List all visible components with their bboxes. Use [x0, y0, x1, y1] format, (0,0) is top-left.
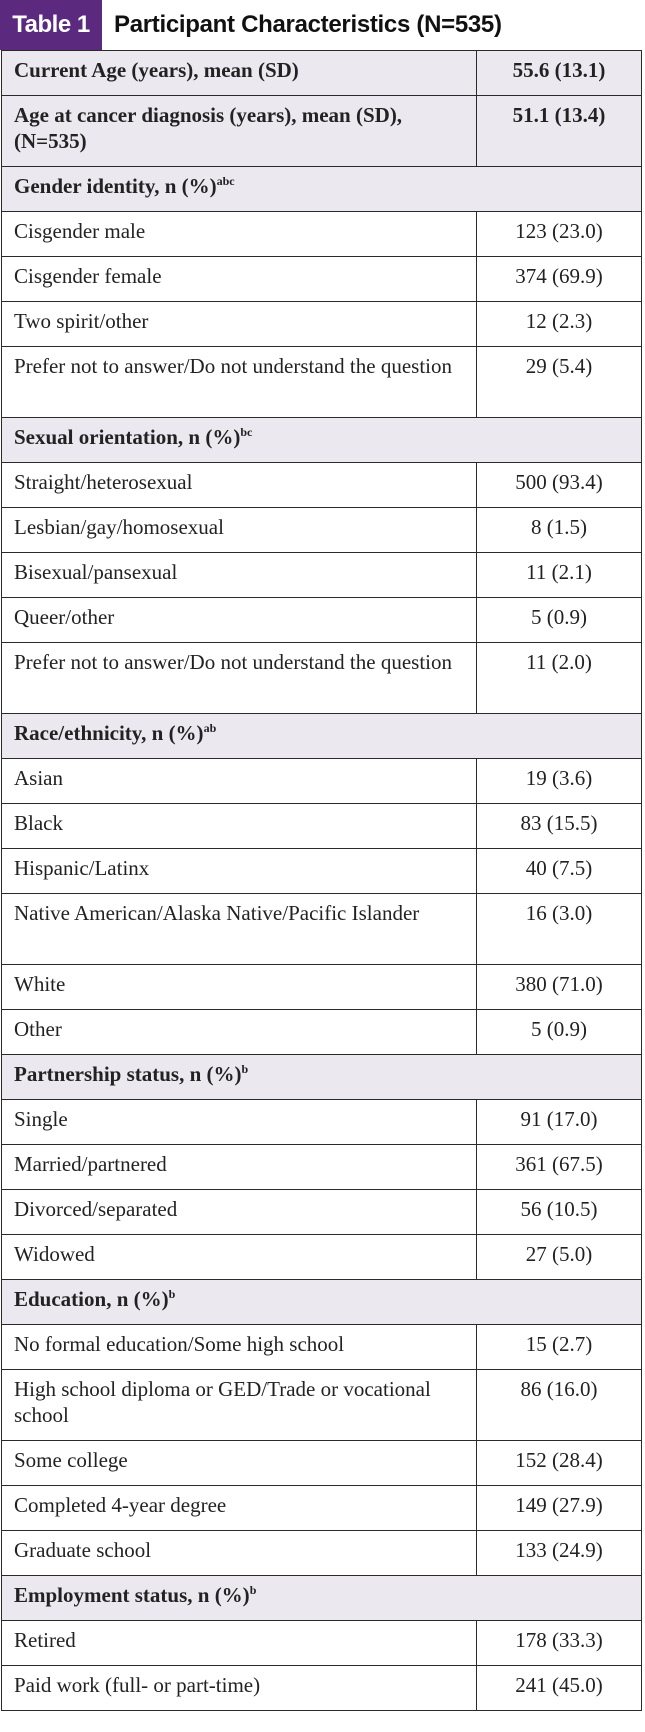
- value-cell: 55.6 (13.1): [477, 51, 642, 96]
- section-header-cell: [2, 1280, 642, 1325]
- row-label: Bisexual/pansexual: [14, 560, 178, 584]
- label-cell: [2, 643, 477, 714]
- row-label: Queer/other: [14, 605, 115, 629]
- table-row: [2, 1100, 642, 1145]
- row-label: Some college: [14, 1448, 128, 1472]
- section-header-cell: [2, 167, 642, 212]
- row-label: Other: [14, 1017, 62, 1041]
- label-cell: [2, 849, 477, 894]
- table-row: [2, 302, 642, 347]
- row-label: Native American/Alaska Native/Pacific Islander: [14, 901, 420, 925]
- value-cell: 500 (93.4): [477, 463, 642, 508]
- table-row: [2, 759, 642, 804]
- table-row: [2, 1441, 642, 1486]
- value-cell: 51.1 (13.4): [477, 96, 642, 167]
- table-title-bar: [0, 0, 640, 50]
- section-header-row: [2, 1280, 642, 1325]
- table-row: [2, 1666, 642, 1711]
- label-cell: [2, 804, 477, 849]
- label-cell: [2, 1666, 477, 1711]
- row-label: Asian: [14, 766, 63, 790]
- row-label: Current Age (years), mean (SD): [14, 58, 299, 82]
- footnote-marker: b: [168, 1287, 176, 1301]
- label-cell: [2, 894, 477, 965]
- section-label: Partnership status, n (%): [14, 1062, 242, 1086]
- table-row: [2, 643, 642, 714]
- table-row: [2, 1145, 642, 1190]
- row-label: Cisgender female: [14, 264, 162, 288]
- section-header-cell: [2, 714, 642, 759]
- table-number-label: Table 1: [0, 0, 102, 50]
- value-cell: 123 (23.0): [477, 212, 642, 257]
- table-row: [2, 1010, 642, 1055]
- label-cell: [2, 302, 477, 347]
- value-cell: 11 (2.0): [477, 643, 642, 714]
- table-row: [2, 1370, 642, 1441]
- table-row: [2, 598, 642, 643]
- value-cell: 361 (67.5): [477, 1145, 642, 1190]
- table-row: [2, 1190, 642, 1235]
- row-label: No formal education/Some high school: [14, 1332, 345, 1356]
- value-cell: 149 (27.9): [477, 1486, 642, 1531]
- table-row: [2, 1235, 642, 1280]
- section-label: Education, n (%): [14, 1287, 169, 1311]
- value-cell: 12 (2.3): [477, 302, 642, 347]
- table-row: [2, 894, 642, 965]
- table-row: [2, 463, 642, 508]
- value-cell: 11 (2.1): [477, 553, 642, 598]
- row-label: Completed 4-year degree: [14, 1493, 227, 1517]
- label-cell: [2, 463, 477, 508]
- section-header-row: [2, 167, 642, 212]
- section-label: Employment status, n (%): [14, 1583, 250, 1607]
- section-header-row: [2, 1576, 642, 1621]
- row-label: Straight/heterosexual: [14, 470, 193, 494]
- row-label: Married/partnered: [14, 1152, 167, 1176]
- value-cell: 380 (71.0): [477, 965, 642, 1010]
- table-row: [2, 1325, 642, 1370]
- value-cell: 241 (45.0): [477, 1666, 642, 1711]
- participant-characteristics-table: [1, 50, 642, 1711]
- value-cell: 5 (0.9): [477, 1010, 642, 1055]
- label-cell: [2, 212, 477, 257]
- label-cell: [2, 257, 477, 302]
- label-cell: [2, 347, 477, 418]
- value-cell: 5 (0.9): [477, 598, 642, 643]
- label-cell: [2, 1441, 477, 1486]
- row-label: Prefer not to answer/Do not understand the question: [14, 650, 452, 674]
- value-cell: 8 (1.5): [477, 508, 642, 553]
- value-cell: 15 (2.7): [477, 1325, 642, 1370]
- label-cell: [2, 1190, 477, 1235]
- label-cell: [2, 1235, 477, 1280]
- label-cell: [2, 1010, 477, 1055]
- row-label: Graduate school: [14, 1538, 152, 1562]
- label-cell: [2, 51, 477, 96]
- label-cell: [2, 759, 477, 804]
- value-cell: 16 (3.0): [477, 894, 642, 965]
- table-row: [2, 849, 642, 894]
- row-label: Widowed: [14, 1242, 95, 1266]
- value-cell: 83 (15.5): [477, 804, 642, 849]
- value-cell: 19 (3.6): [477, 759, 642, 804]
- table-row: [2, 1531, 642, 1576]
- label-cell: [2, 1145, 477, 1190]
- section-header-row: [2, 1055, 642, 1100]
- row-label: Divorced/separated: [14, 1197, 178, 1221]
- section-header-cell: [2, 1576, 642, 1621]
- row-label: Paid work (full- or part-time): [14, 1673, 261, 1697]
- row-label: Single: [14, 1107, 68, 1131]
- label-cell: [2, 1486, 477, 1531]
- table-row: [2, 212, 642, 257]
- section-label: Race/ethnicity, n (%): [14, 721, 204, 745]
- table-row: [2, 965, 642, 1010]
- table-title: Participant Characteristics (N=535): [114, 11, 502, 38]
- table-row: [2, 1486, 642, 1531]
- value-cell: 40 (7.5): [477, 849, 642, 894]
- footnote-marker: b: [249, 1583, 257, 1597]
- label-cell: [2, 1621, 477, 1666]
- value-cell: 86 (16.0): [477, 1370, 642, 1441]
- section-label: Sexual orientation, n (%): [14, 425, 241, 449]
- row-label: Prefer not to answer/Do not understand the question: [14, 354, 452, 378]
- row-label: Cisgender male: [14, 219, 146, 243]
- value-cell: 91 (17.0): [477, 1100, 642, 1145]
- table-row: [2, 553, 642, 598]
- section-label: Gender identity, n (%): [14, 174, 217, 198]
- section-header-row: [2, 418, 642, 463]
- summary-row: [2, 51, 642, 96]
- value-cell: 133 (24.9): [477, 1531, 642, 1576]
- summary-row: [2, 96, 642, 167]
- label-cell: [2, 598, 477, 643]
- label-cell: [2, 965, 477, 1010]
- table-row: [2, 508, 642, 553]
- value-cell: 374 (69.9): [477, 257, 642, 302]
- table-row: [2, 1621, 642, 1666]
- value-cell: 178 (33.3): [477, 1621, 642, 1666]
- table-row: [2, 347, 642, 418]
- table-row: [2, 257, 642, 302]
- row-label: High school diploma or GED/Trade or vocational school: [14, 1377, 431, 1427]
- section-header-cell: [2, 1055, 642, 1100]
- table-row: [2, 804, 642, 849]
- label-cell: [2, 508, 477, 553]
- label-cell: [2, 1100, 477, 1145]
- section-header-row: [2, 714, 642, 759]
- row-label: Black: [14, 811, 63, 835]
- label-cell: [2, 1370, 477, 1441]
- row-label: Retired: [14, 1628, 76, 1652]
- row-label: Two spirit/other: [14, 309, 149, 333]
- table-body: [2, 51, 642, 1711]
- label-cell: [2, 1531, 477, 1576]
- value-cell: 27 (5.0): [477, 1235, 642, 1280]
- footnote-marker: abc: [216, 174, 235, 188]
- row-label: Age at cancer diagnosis (years), mean (SD), (N=535): [14, 103, 403, 153]
- value-cell: 152 (28.4): [477, 1441, 642, 1486]
- value-cell: 29 (5.4): [477, 347, 642, 418]
- row-label: White: [14, 972, 66, 996]
- label-cell: [2, 96, 477, 167]
- label-cell: [2, 553, 477, 598]
- section-header-cell: [2, 418, 642, 463]
- value-cell: 56 (10.5): [477, 1190, 642, 1235]
- row-label: Hispanic/Latinx: [14, 856, 150, 880]
- row-label: Lesbian/gay/homosexual: [14, 515, 224, 539]
- label-cell: [2, 1325, 477, 1370]
- footnote-marker: b: [241, 1062, 249, 1076]
- footnote-marker: ab: [203, 721, 217, 735]
- footnote-marker: bc: [240, 425, 253, 439]
